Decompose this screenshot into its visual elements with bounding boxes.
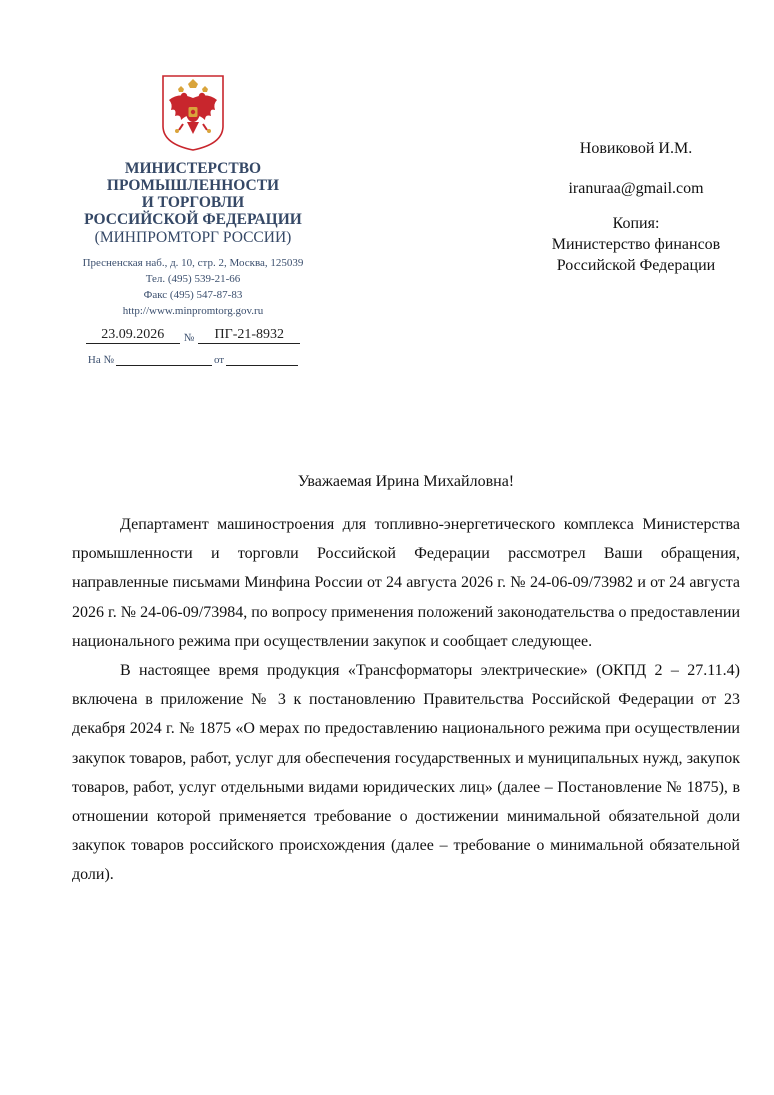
registration-number: ПГ-21-8932 [198,327,300,344]
addressee-name: Новиковой И.М. [579,140,693,157]
ministry-contacts [60,255,326,319]
ministry-name-line: МИНИСТЕРСТВО [124,160,262,177]
ministry-short-name: (МИНПРОМТОРГ РОССИИ) [94,229,292,246]
ministry-phone: Тел. (495) 539-21-66 [145,273,241,285]
addressee-block [520,138,752,276]
reference-date-blank [226,354,298,366]
ministry-name-line: РОССИЙСКОЙ ФЕДЕРАЦИИ [84,211,302,228]
registration-date: 23.09.2026 [86,327,180,344]
reference-label: На № [87,354,114,366]
ministry-website: http://www.minpromtorg.gov.ru [122,305,264,317]
ministry-address: Пресненская наб., д. 10, стр. 2, Москва, 125039 [82,257,304,269]
letterhead [60,74,326,366]
registration-line [60,327,326,344]
reference-number-blank [116,354,212,366]
ministry-name [60,160,326,228]
reference-from-label: от [213,354,225,366]
copy-recipient: Министерство финансов [551,236,721,253]
addressee-email: iranuraa@gmail.com [568,180,704,197]
coat-of-arms-icon [161,74,225,152]
registration-number-label: № [183,332,195,344]
ministry-name-line: И ТОРГОВЛИ [141,194,245,211]
salutation: Уважаемая Ирина Михайловна! [297,473,515,490]
copy-recipient: Российской Федерации [556,257,716,274]
reference-line [60,354,326,366]
copy-label: Копия: [612,215,660,232]
letter-body [72,510,740,890]
ministry-fax: Факс (495) 547-87-83 [143,289,243,301]
ministry-name-line: ПРОМЫШЛЕННОСТИ [106,177,280,194]
body-paragraph: В настоящее время продукция «Трансформаторы электрические» (ОКПД 2 – 27.11.4) включена в приложение № 3 к постановлению Правительства Российской Федерации от 23 декабря 2024 г. № 1875 «О мерах по предоставлению национального режима при осуществлении закупок товаров, работ, услуг для обеспечения государственных и муниципальных нужд, закупок товаров, работ, услуг отдельными видами юридических лиц» (далее – Постановление № 1875), в отношении которой применяется требование о достижении минимальной обязательной доли закупок товаров российского происхождения (далее – требование о минимальной обязательной доли). [72,662,740,884]
body-paragraph: Департамент машиностроения для топливно-энергетического комплекса Министерства промышленности и торговли Российской Федерации рассмотрел Ваши обращения, направленные письмами Минфина России от 24 августа 2026 г. № 24-06-09/73982 и от 24 августа 2026 г. № 24-06-09/73984, по вопросу применения положений законодательства о предоставлении национального режима при осуществлении закупок и сообщает следующее. [72,516,740,650]
